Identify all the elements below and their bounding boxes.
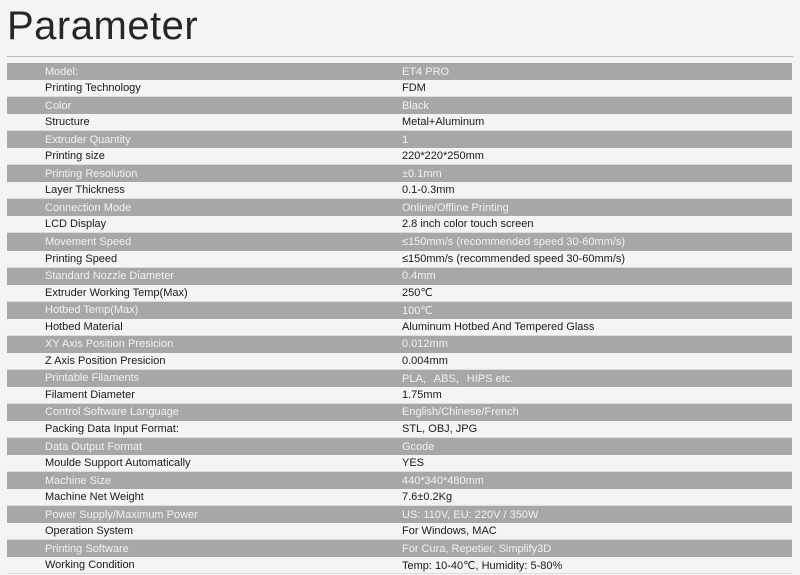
parameter-label: Printable Filaments [45,372,140,385]
table-row [7,353,792,370]
parameter-label: Data Output Format [45,440,143,453]
parameter-value: 0.4mm [402,270,436,283]
parameter-label: Operation System [45,525,134,538]
table-row [7,319,792,336]
parameter-label: Working Condition [45,559,135,572]
parameter-label: Printing size [45,150,105,163]
parameter-label: Z Axis Position Presicion [45,354,166,367]
parameter-value: Aluminum Hotbed And Tempered Glass [402,320,595,333]
parameter-value: Gcode [402,440,435,453]
parameter-value: 0.012mm [402,338,448,351]
parameter-label: Control Software Language [45,406,179,419]
table-row [7,557,792,574]
parameter-label: Machine Size [45,474,112,487]
parameter-label: XY Axis Position Presicion [45,338,174,351]
parameter-label: Model: [45,65,79,78]
parameter-value: 7.6±0.2Kg [402,491,453,504]
table-row [7,421,792,438]
parameter-value: 220*220*250mm [402,150,484,163]
parameter-label: Filament Diameter [45,388,135,401]
parameter-value: For Cura, Repetier, Simplify3D [402,542,552,555]
parameter-label: Power Supply/Maximum Power [45,508,198,521]
parameter-label: Printing Resolution [45,167,138,180]
parameter-value: PLA，ABS，HIPS etc. [402,373,514,386]
table-row [7,148,792,165]
parameter-label: Movement Speed [45,235,132,248]
table-row [7,506,792,523]
table-row [7,404,792,421]
table-row [7,523,792,540]
parameter-label: Printing Speed [45,252,118,265]
parameter-value: US: 110V, EU: 220V / 350W [402,508,539,521]
parameter-label: Structure [45,116,90,129]
parameter-value: 440*340*480mm [402,474,484,487]
table-row [7,114,792,131]
parameter-value: 250℃ [402,287,433,300]
table-row [7,63,792,80]
parameter-label: Moulde Support Automatically [45,457,191,470]
parameter-value: ≤150mm/s (recommended speed 30-60mm/s) [402,252,626,265]
table-row [7,165,792,182]
table-row [7,370,792,387]
table-row [7,199,792,216]
parameter-value: ±0.1mm [402,167,442,180]
table-row [7,233,792,250]
title-divider [7,56,793,57]
table-row [7,472,792,489]
table-row [7,216,792,233]
table-row [7,540,792,557]
parameter-label: Standard Nozzle Diameter [45,270,175,283]
parameter-value: YES [402,457,425,470]
parameter-label: LCD Display [45,218,107,231]
parameter-label: Printing Software [45,542,129,555]
table-row [7,182,792,199]
parameter-value: FDM [402,82,426,95]
parameter-label: Machine Net Weight [45,491,144,504]
table-row [7,268,792,285]
parameter-label: Extruder Working Temp(Max) [45,286,188,299]
table-row [7,438,792,455]
parameter-label: Hotbed Material [45,320,123,333]
parameter-value: For Windows, MAC [402,525,497,538]
parameter-label: Extruder Quantity [45,133,131,146]
parameter-value: Metal+Aluminum [402,116,485,129]
parameter-value: 1.75mm [402,388,442,401]
parameter-value: STL, OBJ, JPG [402,423,478,435]
parameter-value: Temp: 10-40℃, Humidity: 5-80% [402,559,563,572]
parameter-value: ≤150mm/s (recommended speed 30-60mm/s) [402,235,626,248]
table-row [7,131,792,148]
page-title: Parameter [7,4,199,48]
parameter-label: Layer Thickness [45,184,125,197]
table-row [7,336,792,353]
parameter-value: 0.1-0.3mm [402,184,455,197]
parameter-value: ET4 PRO [402,65,450,78]
table-row [7,455,792,472]
parameter-value: Online/Offline Printing [402,201,509,214]
table-row [7,302,792,319]
parameter-label: Connection Mode [45,201,132,214]
parameter-label: Color [45,99,72,112]
parameter-table [7,63,792,574]
table-row [7,489,792,506]
parameter-value: 2.8 inch color touch screen [402,218,534,231]
table-row [7,251,792,268]
parameter-label: Packing Data Input Format: [45,423,179,435]
table-row [7,97,792,114]
parameter-value: 100℃ [402,304,433,317]
table-row [7,80,792,97]
parameter-value: 1 [402,133,409,146]
parameter-label: Printing Technology [45,82,141,95]
parameter-value: English/Chinese/French [402,406,519,419]
table-row [7,285,792,302]
parameter-value: Black [402,99,429,112]
parameter-label: Hotbed Temp(Max) [45,304,139,317]
table-row [7,387,792,404]
parameter-value: 0.004mm [402,354,448,367]
